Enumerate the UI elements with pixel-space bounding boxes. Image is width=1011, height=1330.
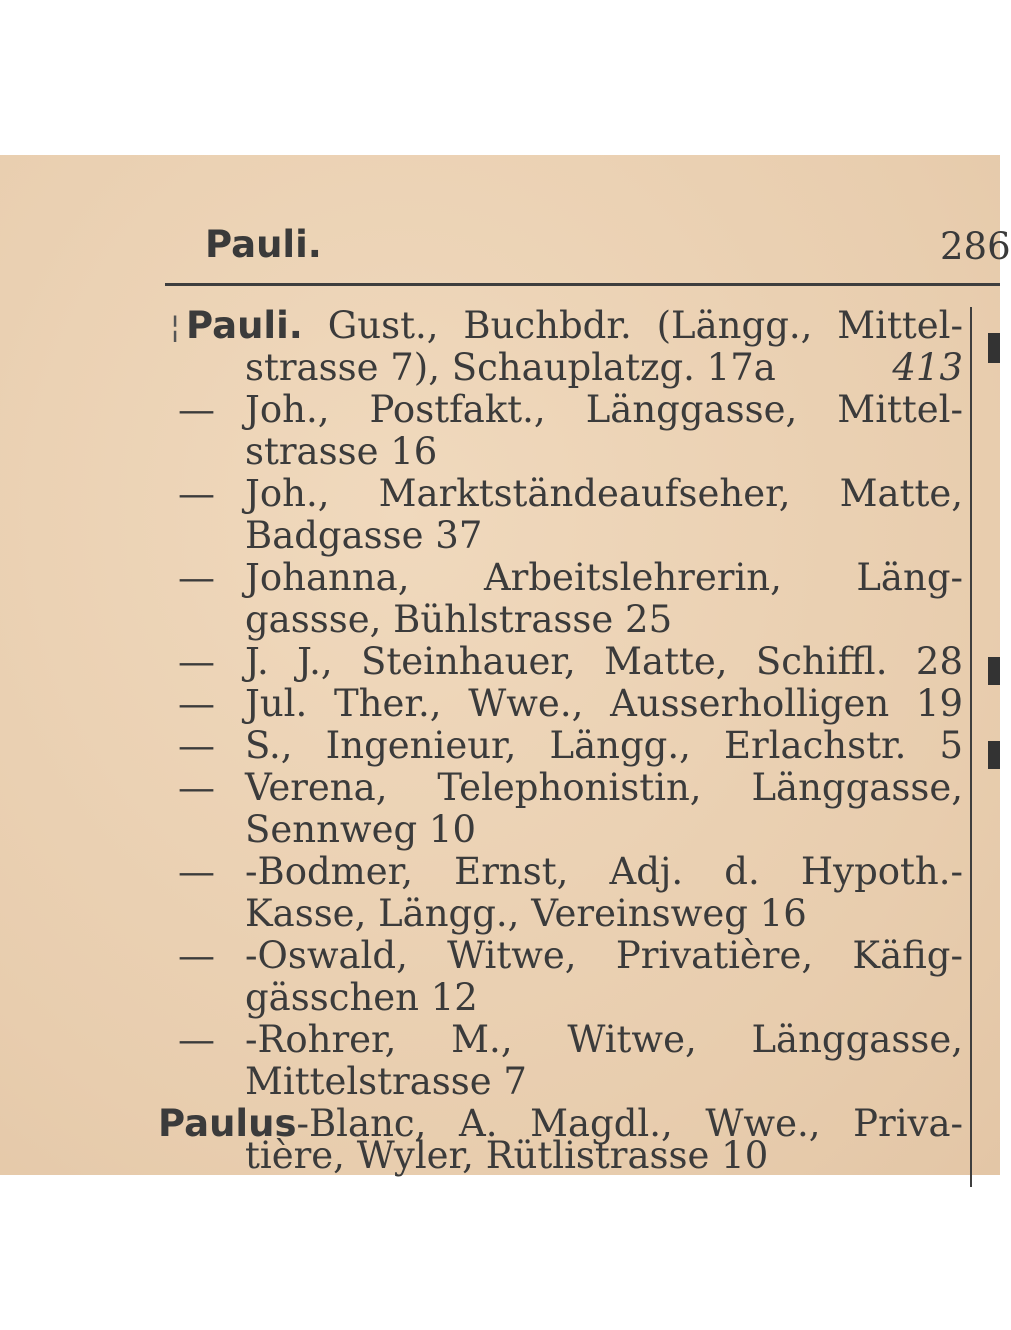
- list-item: Paulus-Blanc, A. Magdl., Wwe., Priva-: [158, 1102, 963, 1145]
- list-item: — J. J., Steinhauer, Matte, Schiffl. 28: [178, 640, 963, 683]
- list-item: — -Oswald, Witwe, Privatière, Käfig-: [178, 934, 963, 977]
- list-item: — Jul. Ther., Wwe., Ausserholligen 19: [178, 682, 963, 725]
- column-divider: [970, 307, 972, 1187]
- header-rule: [165, 283, 1000, 286]
- list-item: — S., Ingenieur, Längg., Erlachstr. 5: [178, 724, 963, 767]
- next-column-fragment: [988, 333, 1000, 363]
- scanned-page: [0, 155, 1011, 1177]
- list-item: — -Bodmer, Ernst, Adj. d. Hypoth.-: [178, 850, 963, 893]
- list-item: Pauli. Gust., Buchbdr. (Längg., Mittel-: [186, 304, 963, 347]
- running-head: Pauli.: [205, 223, 322, 266]
- page-number: 286: [940, 225, 1011, 268]
- next-column-fragment: [988, 657, 1000, 685]
- list-item: — Joh., Marktständeaufseher, Matte,: [178, 472, 963, 515]
- next-column-fragment: [988, 741, 1000, 769]
- list-item-continuation: strasse 7), Schauplatzg. 17a 413: [245, 346, 963, 389]
- list-item: — -Rohrer, M., Witwe, Länggasse,: [178, 1018, 963, 1061]
- entry-marker: ¦: [170, 310, 181, 345]
- cut-off-line: tière, Wyler, Rütlistrasse 10: [245, 1134, 769, 1177]
- telephone-number: 413: [892, 346, 963, 389]
- list-item: — Johanna, Arbeitslehrerin, Läng-: [178, 556, 963, 599]
- entry-surname: Pauli.: [186, 304, 303, 347]
- entry-surname: Paulus: [158, 1102, 297, 1145]
- list-item: — Verena, Telephonistin, Länggasse,: [178, 766, 963, 809]
- directory-column: Pauli. Gust., Buchbdr. (Längg., Mittel- strasse 7), Schauplatzg. 17a 413 — Joh., Postfakt., Länggasse, Mittel- strasse 16 — Joh., Marktständeaufseher, Matte, Badgasse 37 — Johanna, Arbeitslehrerin, Läng- gassse, Bühlstrasse 25 — J. J., Steinhauer, Matte, Schiffl. 28 — Jul. Ther., Wwe., Ausserholligen 19 — S., Ingenieur, Längg., Erlachstr. 5 — Verena, Telephonistin, Länggasse, Sennweg 10 — -Bodmer, Ernst, Adj. d. Hypoth.- Kasse, Längg., Vereinsweg 16 — -Oswald, Witwe, Privatière, Käfig- gässchen 12 — -Rohrer, M., Witwe, Länggasse, Mittelstrasse 7 Paulus-Blanc, A. Magdl., Wwe., Priva-: [158, 304, 963, 1145]
- list-item: — Joh., Postfakt., Länggasse, Mittel-: [178, 388, 963, 431]
